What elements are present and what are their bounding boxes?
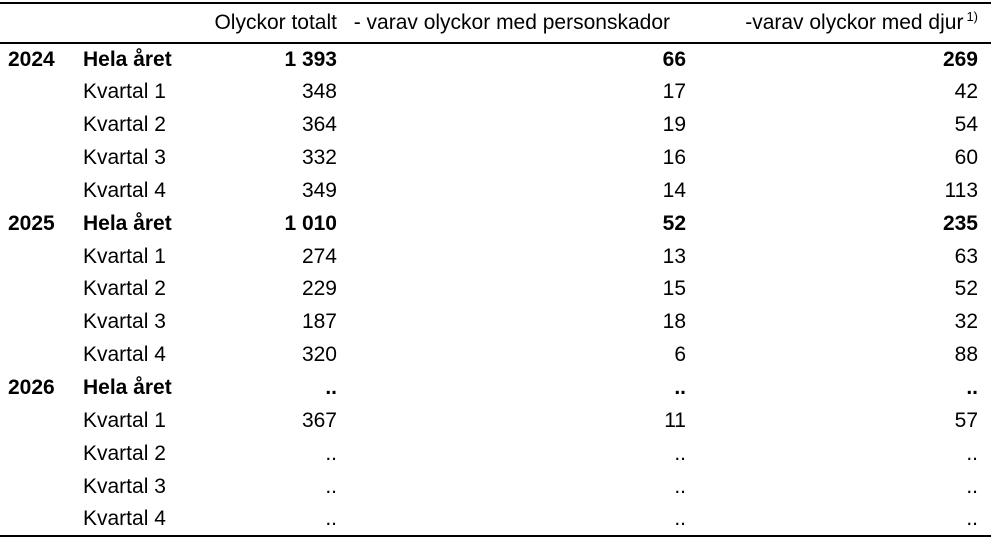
total-cell: 187 [301,310,337,334]
animals-cell: 113 [944,178,978,202]
table-row [0,503,991,536]
total-cell: .. [325,441,337,465]
total-cell: 274 [301,244,337,268]
year-cell [0,339,80,372]
table-row-2024-total [0,43,991,76]
injuries-cell: 52 [662,211,686,235]
animals-cell: .. [966,376,978,400]
animals-cell: 57 [954,408,978,432]
animals-cell: 269 [942,47,978,71]
period-cell: Kvartal 3 [83,474,166,498]
period-cell: Kvartal 4 [83,343,166,367]
table-row [0,437,991,470]
animals-cell: 88 [954,343,978,367]
accidents-quarterly-table [0,2,991,537]
total-cell: 367 [301,408,337,432]
period-cell: Kvartal 2 [83,441,166,465]
year-cell [0,240,80,273]
total-cell: 364 [301,113,337,137]
animals-cell: .. [966,441,978,465]
injuries-cell: .. [674,506,686,530]
table-row [0,404,991,437]
column-header-total: Olyckor totalt [214,11,337,34]
total-cell: 1 010 [284,211,337,235]
animals-cell: .. [966,506,978,530]
year-cell: 2024 [8,47,55,71]
table-row [0,273,991,306]
table-row-2026-total [0,372,991,405]
table-row [0,109,991,142]
period-cell: Hela året [83,376,172,400]
year-column-header [0,3,80,43]
injuries-cell: .. [674,376,686,400]
injuries-cell: .. [674,441,686,465]
table-row [0,174,991,207]
year-cell [0,470,80,503]
year-cell [0,174,80,207]
total-cell: 320 [301,343,337,367]
injuries-cell: 66 [662,47,686,71]
period-cell: Hela året [83,211,172,235]
animals-cell: 32 [954,310,978,334]
period-cell: Kvartal 3 [83,146,166,169]
year-cell [0,142,80,175]
period-cell: Kvartal 4 [83,178,166,202]
injuries-cell: 16 [662,146,686,169]
table-row [0,306,991,339]
total-cell: .. [325,376,337,400]
total-cell: 348 [301,80,337,104]
year-cell: 2025 [8,211,55,235]
period-column-header [80,3,200,43]
table-row [0,470,991,503]
header-row [0,3,991,43]
total-cell: 1 393 [284,47,337,71]
injuries-cell: 15 [662,277,686,301]
injuries-cell: 17 [662,80,686,104]
animals-cell: .. [966,474,978,498]
period-cell: Kvartal 4 [83,506,166,530]
period-cell: Kvartal 2 [83,113,166,137]
period-cell: Kvartal 2 [83,277,166,301]
table-row [0,240,991,273]
column-header-animals-label: -varav olyckor med djur [745,11,964,34]
year-cell: 2026 [8,376,55,400]
injuries-cell: 6 [674,343,686,367]
year-cell [0,109,80,142]
year-cell [0,76,80,109]
total-cell: .. [325,474,337,498]
column-header-animals [686,3,991,43]
period-cell: Kvartal 3 [83,310,166,334]
period-cell: Hela året [83,47,172,71]
animals-cell: 60 [954,146,978,169]
animals-cell: 42 [954,80,978,104]
animals-cell: 54 [954,113,978,137]
footnote-marker: 1) [966,9,978,24]
year-cell [0,306,80,339]
animals-cell: 63 [954,244,978,268]
table-row [0,142,991,175]
total-cell: 229 [301,277,337,301]
year-cell [0,273,80,306]
column-header-injuries: - varav olyckor med personskador [353,11,670,34]
injuries-cell: 13 [662,244,686,268]
year-cell [0,437,80,470]
period-cell: Kvartal 1 [83,244,166,268]
injuries-cell: 14 [662,178,686,202]
period-cell: Kvartal 1 [83,80,166,104]
year-cell [0,503,80,536]
total-cell: 332 [301,146,337,169]
injuries-cell: 19 [662,113,686,137]
period-cell: Kvartal 1 [83,408,166,432]
injuries-cell: 18 [662,310,686,334]
injuries-cell: 11 [664,408,686,432]
table-row [0,76,991,109]
injuries-cell: .. [674,474,686,498]
table-row-2025-total [0,207,991,240]
total-cell: 349 [301,178,337,202]
total-cell: .. [325,506,337,530]
animals-cell: 52 [954,277,978,301]
animals-cell: 235 [942,211,978,235]
table-row [0,339,991,372]
year-cell [0,404,80,437]
